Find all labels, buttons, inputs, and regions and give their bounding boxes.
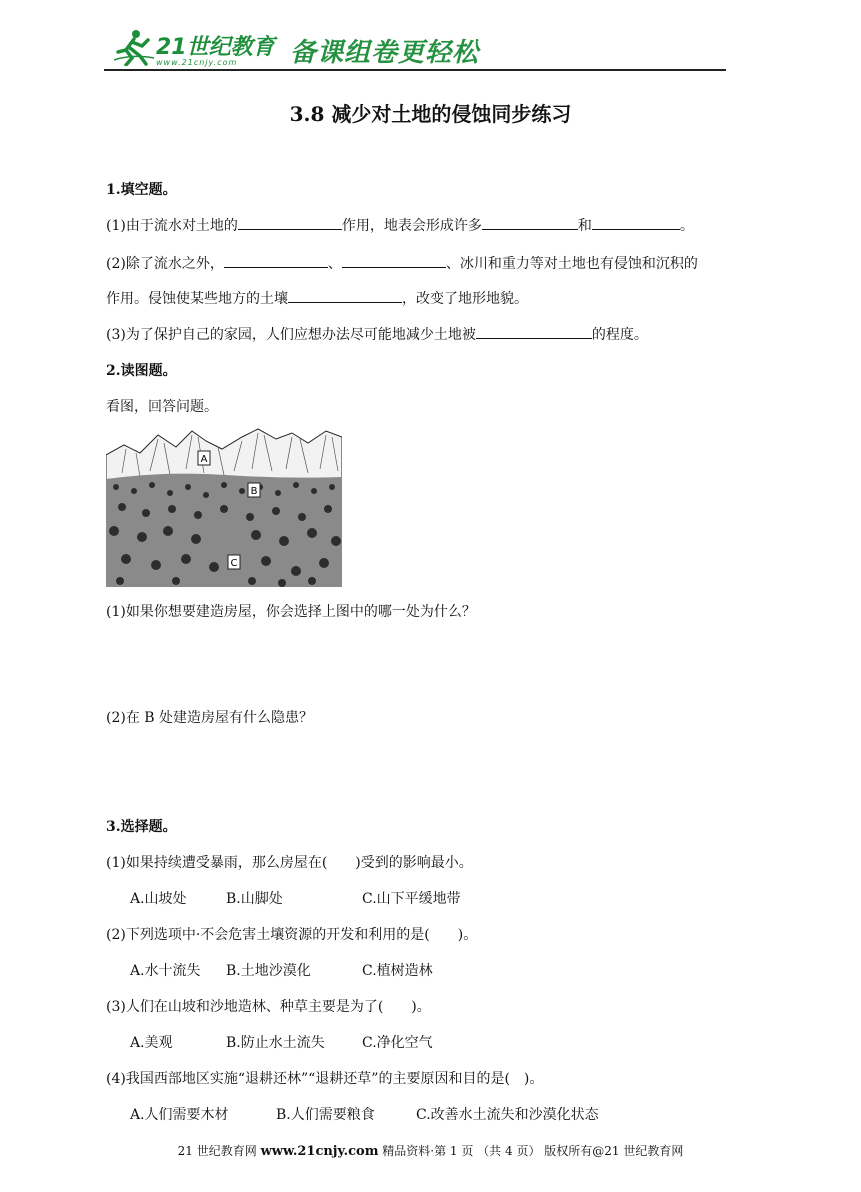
document-title: 3.8 减少对土地的侵蚀同步练习 — [289, 102, 572, 126]
text: 的程度。 — [591, 327, 648, 343]
figure-label-b: B — [250, 486, 258, 497]
choice-question-3: (3)人们在山坡和沙地造林、种草主要是为了( )。 — [106, 999, 431, 1015]
text: 和 — [577, 218, 592, 234]
option-c[interactable]: C.净化空气 — [362, 1035, 433, 1051]
logo-url: www.21cnjy.com — [156, 58, 238, 67]
option-c[interactable]: C.山下平缓地带 — [362, 891, 461, 907]
terrain-figure — [106, 425, 342, 587]
page-footer — [0, 1142, 861, 1159]
footer-right: 精品资料·第 1 页 （共 4 页） 版权所有@21 世纪教育网 — [382, 1144, 684, 1158]
reading-question-1: (1)如果你想要建造房屋，你会选择上图中的哪一处为什么？ — [106, 604, 476, 620]
option-a[interactable]: A.美观 — [130, 1035, 173, 1051]
logo-text: 21世纪教育 — [156, 35, 275, 60]
figure-label-a: A — [200, 454, 208, 465]
figure-label-c: C — [230, 558, 238, 569]
section-heading-choice: 3.选择题。 — [106, 819, 177, 835]
header-divider — [104, 69, 726, 71]
option-b[interactable]: B.人们需要粮食 — [276, 1107, 375, 1123]
option-a[interactable]: A.山坡处 — [130, 891, 187, 907]
section-heading-fill-in: 1.填空题。 — [106, 182, 177, 198]
option-b[interactable]: B.防止水土流失 — [226, 1035, 325, 1051]
header-slogan: 备课组卷更轻松 — [290, 38, 480, 68]
choice-options-2 — [130, 961, 433, 981]
choice-question-2: (2)下列选项中·不会危害土壤资源的开发和利用的是( )。 — [106, 927, 478, 943]
choice-question-1: (1)如果持续遭受暴雨，那么房屋在( )受到的影响最小。 — [106, 855, 473, 871]
option-b[interactable]: B.山脚处 — [226, 891, 283, 907]
answer-blank[interactable] — [224, 253, 328, 268]
option-c[interactable]: C.植树造林 — [362, 963, 433, 979]
fill-question-2 — [106, 253, 698, 274]
text: (1)由于流水对土地的 — [106, 218, 238, 234]
option-a[interactable]: A.水十流失 — [130, 963, 201, 979]
answer-blank[interactable] — [288, 288, 402, 303]
text: 作用。侵蚀使某些地方的土壤 — [106, 291, 288, 307]
runner-logo-icon — [112, 28, 156, 66]
section-heading-reading: 2.读图题。 — [106, 363, 177, 379]
reading-intro: 看图，回答问题。 — [106, 399, 218, 415]
text: 、冰川和重力等对土地也有侵蚀和沉积的 — [445, 256, 698, 272]
footer-left: 21 世纪教育网 — [177, 1144, 257, 1158]
text: 作用，地表会形成许多 — [341, 218, 482, 234]
option-c[interactable]: C.改善水土流失和沙漠化状态 — [416, 1107, 599, 1123]
text: 、 — [327, 256, 342, 272]
choice-options-1 — [130, 889, 461, 909]
text: (3)为了保护自己的家园，人们应想办法尽可能地减少土地被 — [106, 327, 476, 343]
choice-options-4 — [130, 1105, 599, 1125]
answer-blank[interactable] — [592, 215, 680, 230]
choice-options-3 — [130, 1033, 433, 1053]
answer-blank[interactable] — [238, 215, 342, 230]
footer-site-link[interactable]: www.21cnjy.com — [260, 1144, 379, 1159]
fill-question-3 — [106, 324, 648, 345]
answer-blank[interactable] — [482, 215, 578, 230]
option-a[interactable]: A.人们需要木材 — [130, 1107, 229, 1123]
reading-question-2: (2)在 B 处建造房屋有什么隐患？ — [106, 710, 314, 726]
answer-blank[interactable] — [342, 253, 446, 268]
text: (2)除了流水之外， — [106, 256, 224, 272]
page-header — [104, 26, 726, 72]
text: 。 — [679, 218, 694, 234]
choice-question-4: (4)我国西部地区实施“退耕还林”“退耕还草”的主要原因和目的是( )。 — [106, 1071, 544, 1087]
answer-blank[interactable] — [476, 324, 592, 339]
option-b[interactable]: B.土地沙漠化 — [226, 963, 311, 979]
text: ，改变了地形地貌。 — [402, 291, 528, 307]
fill-question-2-line2 — [106, 288, 528, 309]
fill-question-1 — [106, 215, 694, 236]
